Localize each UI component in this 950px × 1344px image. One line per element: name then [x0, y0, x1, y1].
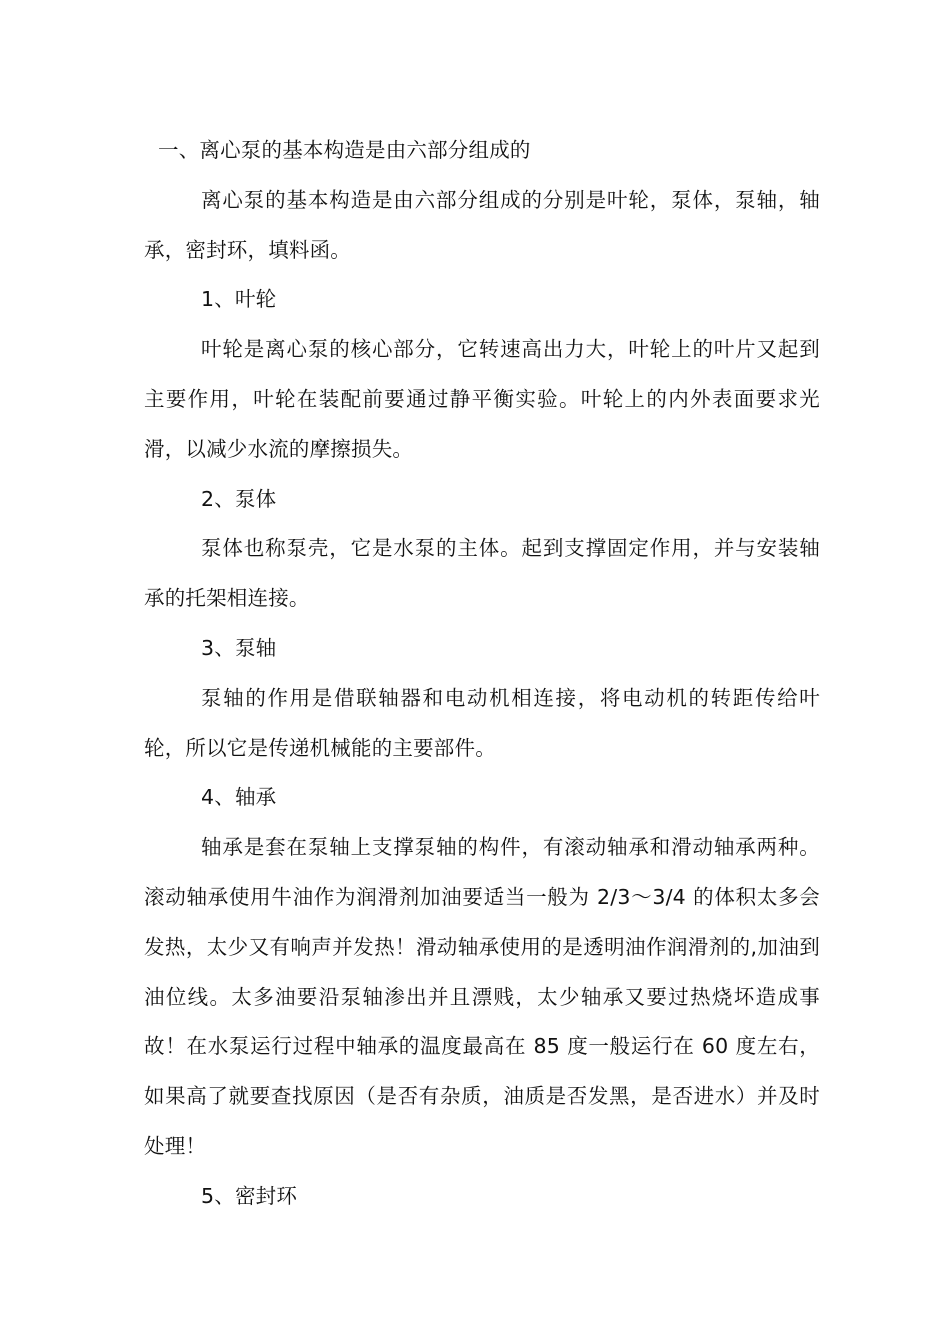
item-heading-impeller: 1、叶轮 — [201, 287, 277, 312]
document-body — [144, 126, 820, 1222]
item-heading-pump-casing: 2、泵体 — [201, 486, 277, 511]
item-body-pump-casing: 泵体也称泵壳，它是水泵的主体。起到支撑固定作用，并与安装轴承的托架相连接。 — [144, 536, 820, 611]
item-body-bearing: 轴承是套在泵轴上支撑泵轴的构件，有滚动轴承和滑动轴承两种。滚动轴承使用牛油作为润滑剂加油要适当一般为 2/3～3/4 的体积太多会发热，太少又有响声并发热！滑动轴承使用的是透明油作润滑剂的,加油到油位线。太多油要沿泵轴渗出并且漂贱，太少轴承又要过热烧坏造成事故！在水泵运行过程中轴承的温度最高在 85 度一般运行在 60 度左右，如果高了就要查找原因（是否有杂质，油质是否发黑，是否进水）并及时处理！ — [144, 835, 820, 1158]
item-body-pump-shaft: 泵轴的作用是借联轴器和电动机相连接，将电动机的转距传给叶轮，所以它是传递机械能的主要部件。 — [144, 685, 820, 760]
item-heading-seal-ring: 5、密封环 — [201, 1183, 298, 1208]
section-title: 一、离心泵的基本构造是由六部分组成的 — [158, 138, 531, 162]
item-body-impeller: 叶轮是离心泵的核心部分，它转速高出力大，叶轮上的叶片又起到主要作用，叶轮在装配前要通过静平衡实验。叶轮上的内外表面要求光滑，以减少水流的摩擦损失。 — [144, 337, 820, 461]
item-heading-pump-shaft: 3、泵轴 — [201, 635, 277, 660]
item-heading-bearing: 4、轴承 — [201, 785, 277, 810]
intro-paragraph: 离心泵的基本构造是由六部分组成的分别是叶轮，泵体，泵轴，轴承，密封环，填料函。 — [144, 187, 820, 262]
